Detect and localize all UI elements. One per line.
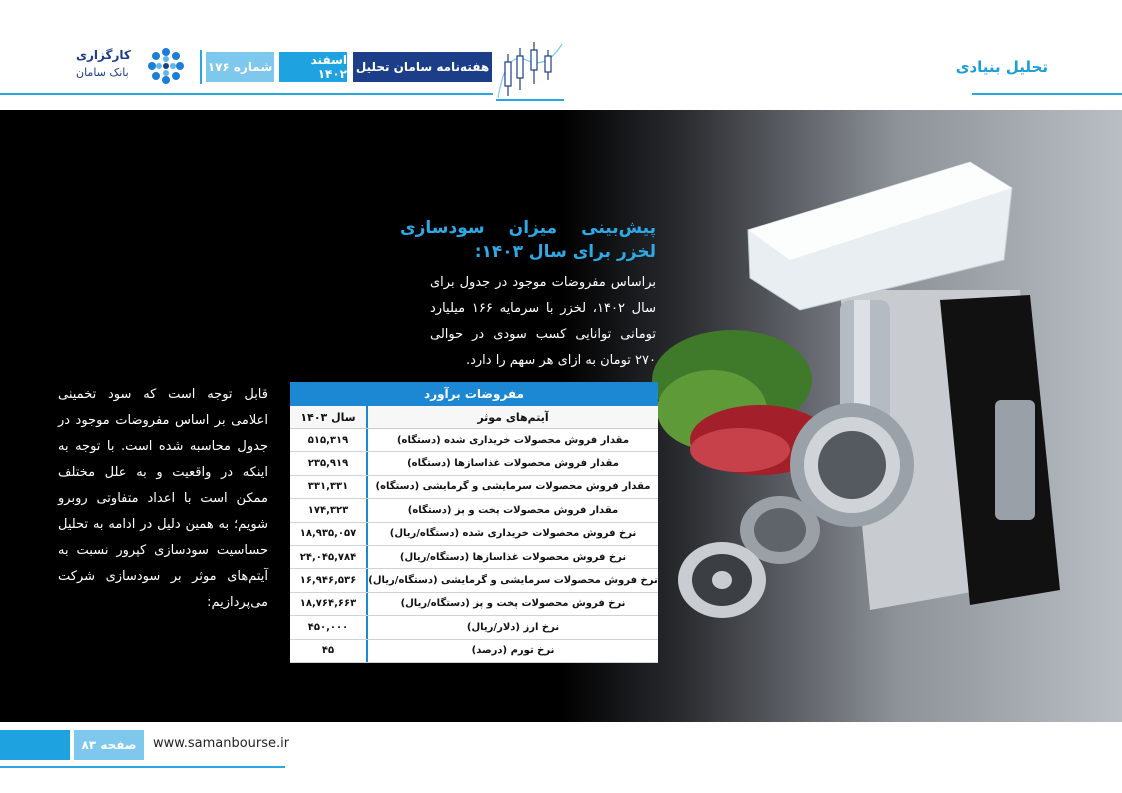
logo-subtitle: بانک سامان: [76, 66, 129, 79]
header-underline: [0, 93, 493, 95]
page-number: صفحه ۸۳: [74, 730, 144, 760]
page-header: [0, 0, 1122, 110]
row-value: ۱۸,۹۳۵,۰۵۷: [299, 528, 357, 540]
row-item: نرخ تورم (درصد): [366, 640, 658, 662]
saman-logo-icon: [146, 46, 186, 86]
row-value: ۱۷۴,۳۲۳: [307, 504, 349, 516]
table-row: [290, 546, 658, 569]
table-row: [290, 616, 658, 639]
date-badge: اسفند ۱۴۰۲: [279, 52, 347, 82]
row-item: نرخ فروش محصولات سرمایشی و گرمایشی (دستگاه/ریال): [366, 569, 658, 591]
candlestick-icon: [496, 40, 564, 102]
issue-badge: شماره ۱۷۶: [206, 52, 274, 82]
row-value: ۱۶,۹۴۶,۵۳۶: [299, 575, 357, 587]
row-item: نرخ فروش محصولات خریداری شده (دستگاه/ریال): [366, 523, 658, 545]
logo-title: کارگزاری: [76, 48, 131, 62]
footer-accent-bar: [0, 730, 70, 760]
row-value: ۲۴,۰۴۵,۷۸۴: [299, 551, 357, 563]
page-footer: [0, 722, 1122, 793]
row-value: ۵۱۵,۳۱۹: [307, 434, 349, 446]
table-header-row: [290, 406, 658, 429]
publication-badge: هفته‌نامه سامان تحلیل: [353, 52, 492, 82]
table-row: [290, 523, 658, 546]
table-row: [290, 452, 658, 475]
header-divider: [200, 50, 202, 84]
row-value: ۴۵۰,۰۰۰: [307, 621, 349, 633]
assumptions-table: [290, 382, 658, 663]
content-panel: [0, 110, 1122, 722]
table-row: [290, 476, 658, 499]
row-item: مقدار فروش محصولات سرمایشی و گرمایشی (دستگاه): [366, 476, 658, 498]
row-value: ۳۳۱,۳۳۱: [307, 481, 349, 493]
row-item: مقدار فروش محصولات پخت و پز (دستگاه): [366, 499, 658, 521]
row-item: مقدار فروش محصولات خریداری شده (دستگاه): [366, 429, 658, 451]
table-row: [290, 569, 658, 592]
table-title: مفروضات برآورد: [290, 382, 658, 406]
row-item: نرخ ارز (دلار/ریال): [366, 616, 658, 638]
section-heading: پیش‌بینی میزان سودسازی لخزر برای سال ۱۴۰۳:: [400, 218, 656, 262]
row-value: ۲۳۵,۹۱۹: [307, 458, 349, 470]
meat-grinder-image: [640, 110, 1122, 722]
row-value: ۴۵: [321, 645, 335, 657]
table-row: [290, 593, 658, 616]
website-link[interactable]: www.samanbourse.ir: [153, 736, 290, 751]
row-value: ۱۸,۷۶۴,۶۶۳: [299, 598, 357, 610]
row-item: مقدار فروش محصولات غذاسازها (دستگاه): [366, 452, 658, 474]
footer-underline: [0, 766, 285, 768]
table-row: [290, 429, 658, 452]
section-title-underline: [972, 93, 1122, 95]
header-item: آیتم‌های موثر: [366, 406, 658, 428]
intro-paragraph: براساس مفروضات موجود در جدول برای سال ۱۴۰۲، لخزر با سرمایه ۱۶۶ میلیارد تومانی توانایی کسب سودی در حوالی ۲۷۰ تومان به ازای هر سهم را دارد.: [430, 275, 656, 368]
table-row: [290, 640, 658, 663]
analysis-paragraph: قابل توجه است که سود تخمینی اعلامی بر اساس مفروضات موجود در جدول محاسبه شده است. با توجه به اینکه در واقعیت و به علل مختلف ممکن است با اعداد متفاوتی روبرو شویم؛ به همین دلیل در ادامه به تحلیل حساسیت سودسازی کپرور نسبت به آیتم‌های موثر بر سودسازی شرکت می‌پردازیم:: [58, 387, 268, 610]
row-item: نرخ فروش محصولات پخت و پز (دستگاه/ریال): [366, 593, 658, 615]
row-item: نرخ فروش محصولات غذاسازها (دستگاه/ریال): [366, 546, 658, 568]
header-year: سال ۱۴۰۳: [300, 410, 356, 424]
table-row: [290, 499, 658, 522]
section-title: تحلیل بنیادی: [955, 58, 1048, 76]
